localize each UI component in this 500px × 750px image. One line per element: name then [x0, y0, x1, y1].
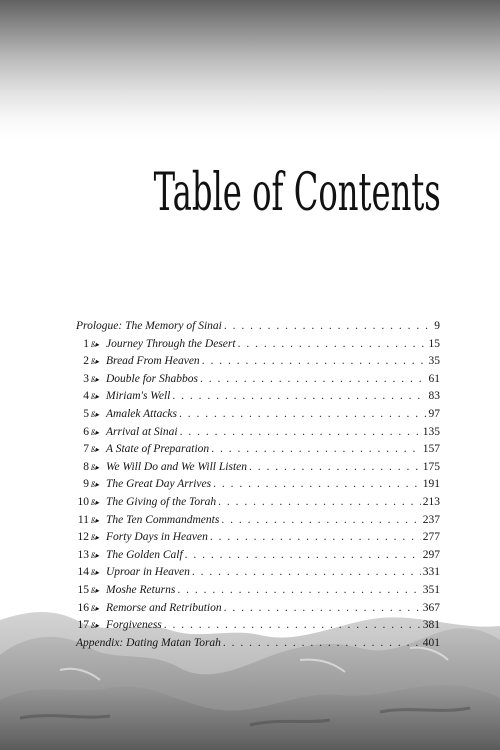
- entry-page: 135: [422, 425, 440, 438]
- toc-entry-chapter[interactable]: [72, 494, 440, 512]
- entry-page: 331: [422, 566, 440, 579]
- toc-entry-chapter[interactable]: [72, 459, 440, 477]
- entry-page: 9: [434, 320, 440, 332]
- entry-page: 401: [422, 636, 440, 649]
- toc-entry-chapter[interactable]: [72, 388, 440, 406]
- entry-title: Journey Through the Desert: [106, 337, 236, 350]
- ornament-icon: ß▸: [91, 515, 100, 525]
- ornament-icon: ß▸: [91, 533, 100, 543]
- entry-page: 97: [428, 407, 440, 420]
- toc-entry-chapter[interactable]: [72, 476, 440, 494]
- ornament-icon: ß▸: [91, 427, 100, 437]
- entry-title: Forgiveness: [106, 619, 162, 632]
- ornament-icon: ß▸: [91, 480, 100, 490]
- chapter-number: 12: [77, 531, 89, 544]
- toc-entry-chapter[interactable]: [72, 600, 440, 618]
- toc-entry-chapter[interactable]: [72, 336, 440, 354]
- ornament-icon: ß▸: [91, 445, 100, 455]
- entry-page: 191: [422, 478, 440, 491]
- toc-entry-chapter[interactable]: [72, 353, 440, 371]
- entry-title: Arrival at Sinai: [106, 425, 178, 438]
- ornament-icon: ß▸: [91, 585, 100, 595]
- chapter-number: 6: [83, 425, 89, 438]
- chapter-number: 14: [77, 566, 89, 579]
- entry-page: 35: [428, 355, 440, 368]
- entry-title: The Golden Calf: [106, 548, 183, 561]
- entry-page: 381: [422, 619, 440, 632]
- toc-entry-chapter[interactable]: [72, 406, 440, 424]
- entry-page: 297: [422, 548, 440, 561]
- dot-leader: [213, 476, 421, 494]
- entry-page: 157: [422, 443, 440, 456]
- dot-leader: [200, 371, 427, 389]
- dot-leader: [224, 600, 421, 618]
- toc-entry-prologue[interactable]: [72, 318, 440, 336]
- chapter-number: 9: [83, 478, 89, 491]
- chapter-number: 13: [77, 548, 89, 561]
- toc-entry-chapter[interactable]: [72, 547, 440, 565]
- entry-title: We Will Do and We Will Listen: [106, 460, 247, 473]
- toc-entry-chapter[interactable]: [72, 441, 440, 459]
- chapter-number: 5: [83, 407, 89, 420]
- entry-page: 83: [428, 390, 440, 403]
- dot-leader: [210, 529, 421, 547]
- ornament-icon: ß▸: [91, 392, 100, 402]
- dot-leader: [238, 336, 427, 354]
- entry-page: 213: [422, 495, 440, 508]
- chapter-number: 3: [83, 372, 89, 385]
- dot-leader: [164, 617, 421, 635]
- toc-entry-chapter[interactable]: [72, 582, 440, 600]
- toc-entry-appendix[interactable]: [72, 635, 440, 653]
- entry-page: 367: [422, 601, 440, 614]
- toc-entry-chapter[interactable]: [72, 424, 440, 442]
- chapter-number: 15: [77, 583, 89, 596]
- dot-leader: [223, 635, 421, 653]
- dot-leader: [221, 512, 420, 530]
- entry-title: Amalek Attacks: [106, 407, 177, 420]
- toc-entry-chapter[interactable]: [72, 617, 440, 635]
- chapter-number: 7: [83, 443, 89, 456]
- chapter-number: 16: [77, 601, 89, 614]
- chapter-number: 10: [77, 495, 89, 508]
- entry-title: Bread From Heaven: [106, 355, 200, 368]
- entry-page: 175: [422, 460, 440, 473]
- entry-title: The Ten Commandments: [106, 513, 220, 526]
- ornament-icon: ß▸: [91, 374, 100, 384]
- dot-leader: [202, 353, 427, 371]
- entry-title: Moshe Returns: [106, 583, 176, 596]
- dot-leader: [185, 547, 421, 565]
- toc-entry-chapter[interactable]: [72, 512, 440, 530]
- entry-title: Uproar in Heaven: [106, 566, 190, 579]
- entry-title: Prologue: The Memory of Sinai: [76, 320, 222, 332]
- entry-page: 61: [428, 372, 440, 385]
- dot-leader: [177, 582, 420, 600]
- chapter-number: 11: [77, 513, 89, 526]
- dot-leader: [192, 564, 421, 582]
- page-title: Table of Contents: [153, 163, 441, 223]
- entry-title: Double for Shabbos: [106, 372, 198, 385]
- ornament-icon: ß▸: [91, 497, 100, 507]
- entry-page: 351: [422, 583, 440, 596]
- entry-title: The Great Day Arrives: [106, 478, 212, 491]
- ornament-icon: ß▸: [91, 357, 100, 367]
- ornament-icon: ß▸: [91, 621, 100, 631]
- dot-leader: [211, 441, 421, 459]
- chapter-number: 17: [77, 619, 89, 632]
- chapter-number: 4: [83, 390, 89, 403]
- toc-entry-chapter[interactable]: [72, 564, 440, 582]
- entry-page: 277: [422, 531, 440, 544]
- entry-title: A State of Preparation: [106, 443, 210, 456]
- dot-leader: [179, 406, 427, 424]
- chapter-number: 1: [83, 337, 89, 350]
- toc-entry-chapter[interactable]: [72, 529, 440, 547]
- ornament-icon: ß▸: [91, 462, 100, 472]
- ornament-icon: ß▸: [91, 603, 100, 613]
- entry-page: 237: [422, 513, 440, 526]
- table-of-contents: [72, 318, 440, 652]
- dot-leader: [172, 388, 426, 406]
- ornament-icon: ß▸: [91, 550, 100, 560]
- entry-title: Miriam's Well: [106, 390, 171, 403]
- entry-page: 15: [428, 337, 440, 350]
- toc-entry-chapter[interactable]: [72, 371, 440, 389]
- dot-leader: [218, 494, 421, 512]
- ornament-icon: ß▸: [91, 568, 100, 578]
- dot-leader: [224, 318, 432, 336]
- ornament-icon: ß▸: [91, 409, 100, 419]
- ornament-icon: ß▸: [91, 339, 100, 349]
- entry-title: The Giving of the Torah: [106, 495, 217, 508]
- entry-title: Appendix: Dating Matan Torah: [76, 636, 221, 649]
- entry-title: Remorse and Retribution: [106, 601, 222, 614]
- entry-title: Forty Days in Heaven: [106, 531, 208, 544]
- dot-leader: [249, 459, 421, 477]
- chapter-number: 2: [83, 355, 89, 368]
- chapter-number: 8: [83, 460, 89, 473]
- dot-leader: [180, 424, 421, 442]
